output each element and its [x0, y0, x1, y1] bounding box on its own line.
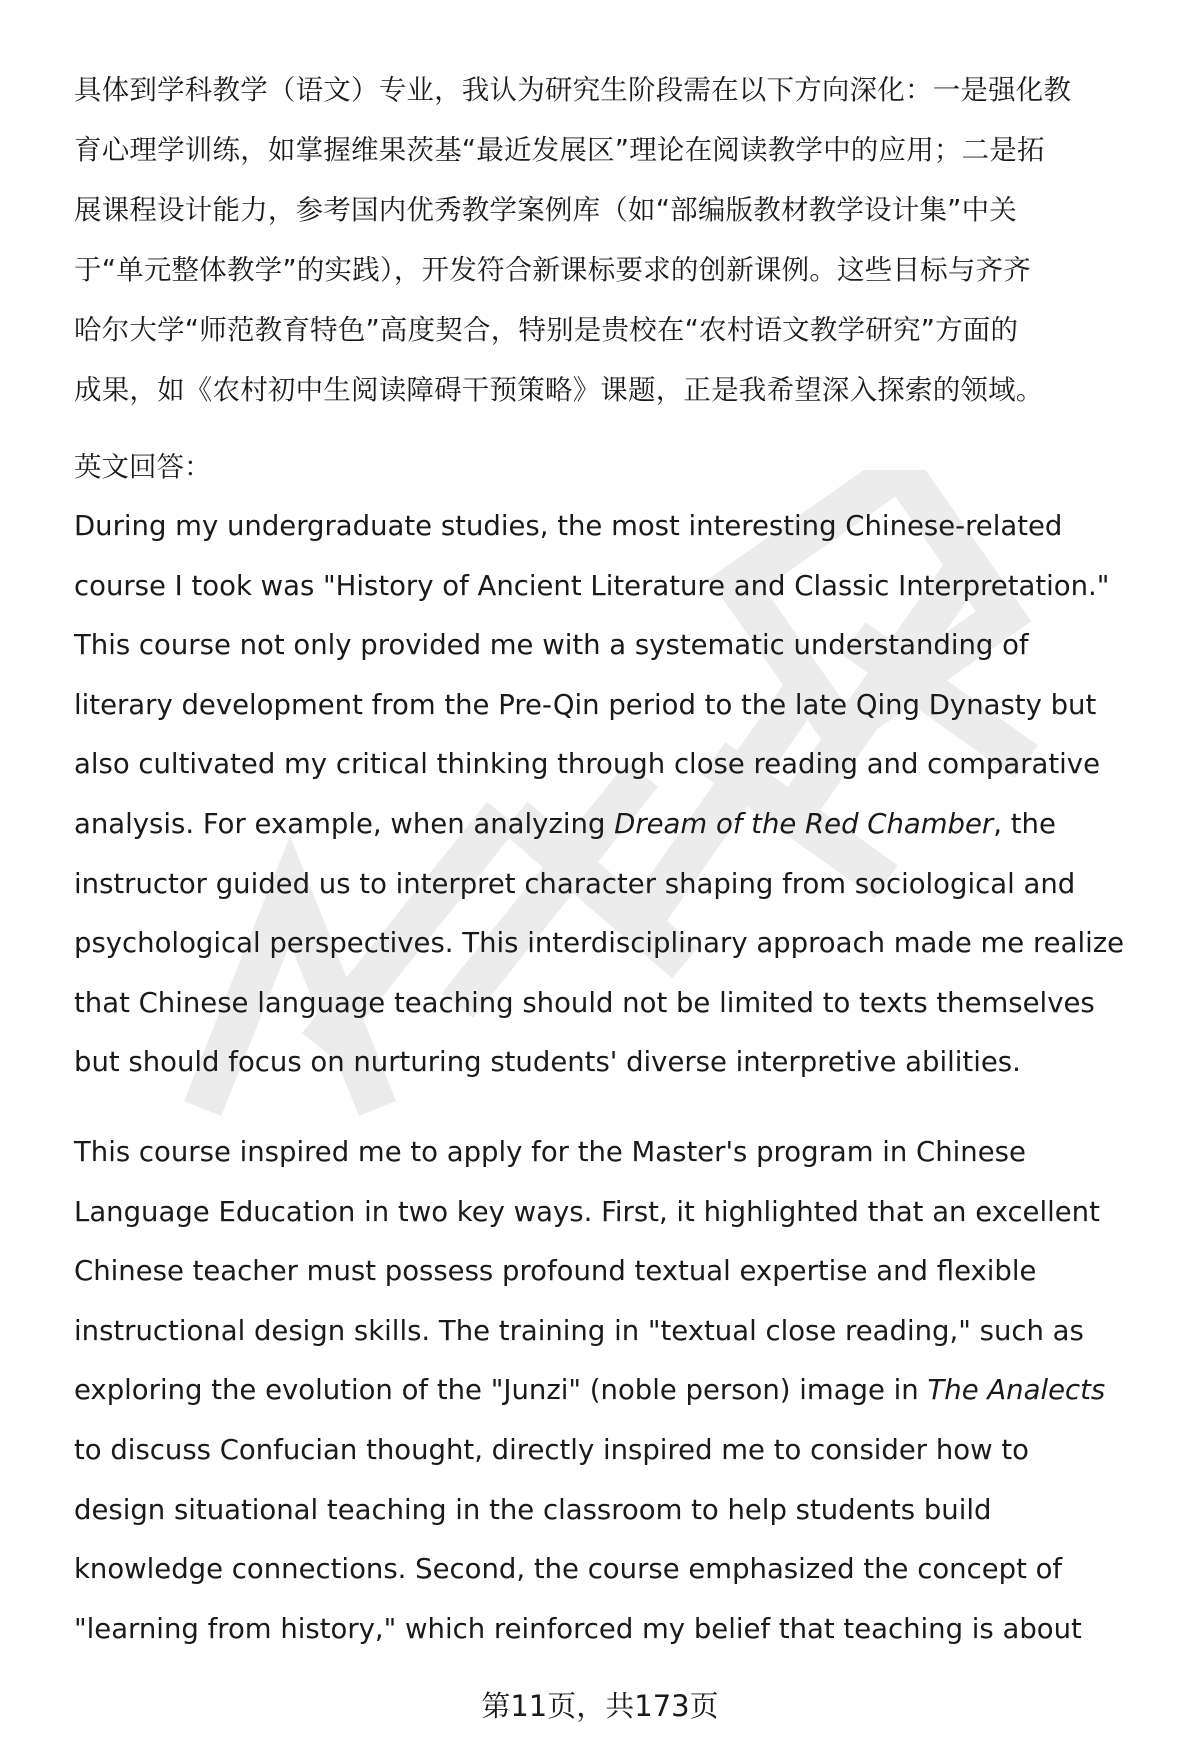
text-line: During my undergraduate studies, the most interesting Chinese-related — [74, 510, 1063, 542]
text-line: "learning from history," which reinforced my belief that teaching is about — [74, 1612, 1082, 1645]
text-fragment: exploring the evolution of the "Junzi" (noble person) image in — [74, 1374, 928, 1407]
text-line: 哈尔大学“师范教育特色”高度契合，特别是贵校在“农村语文教学研究”方面的 — [74, 314, 1019, 346]
text-line: to discuss Confucian thought, directly inspired me to consider how to — [74, 1433, 1029, 1466]
chinese-paragraph — [74, 60, 1154, 420]
text-fragment: , the — [993, 807, 1056, 840]
text-line: design situational teaching in the classroom to help students build — [74, 1493, 992, 1526]
text-line: 展课程设计能力，参考国内优秀教学案例库（如“部编版教材教学设计集”中关 — [74, 194, 1017, 226]
text-line — [74, 795, 1154, 855]
text-line: psychological perspectives. This interdisciplinary approach made me realize — [74, 927, 1125, 960]
text-line: instructor guided us to interpret character shaping from sociological and — [74, 867, 1076, 900]
english-paragraph-2 — [74, 1123, 1154, 1659]
text-line: 于“单元整体教学”的实践），开发符合新课标要求的创新课例。这些目标与齐齐 — [74, 254, 1031, 286]
text-line: This course not only provided me with a systematic understanding of — [74, 629, 1029, 662]
text-fragment: analysis. For example, when analyzing — [74, 807, 615, 840]
book-title: The Analects — [927, 1374, 1106, 1407]
main-content — [74, 60, 1154, 1659]
book-title: Dream of the Red Chamber — [614, 807, 994, 840]
text-line: 成果，如《农村初中生阅读障碍干预策略》课题，正是我希望深入探索的领域。 — [74, 374, 1044, 406]
paragraph-spacer — [74, 1093, 1154, 1123]
text-line — [74, 1361, 1154, 1421]
text-line: This course inspired me to apply for the Master's program in Chinese — [74, 1135, 1026, 1168]
text-line: also cultivated my critical thinking through close reading and comparative — [74, 748, 1100, 781]
english-paragraph-1 — [74, 497, 1154, 1093]
text-line: literary development from the Pre-Qin period to the late Qing Dynasty but — [74, 688, 1097, 721]
text-line: that Chinese language teaching should not be limited to texts themselves — [74, 986, 1095, 1019]
text-line: but should focus on nurturing students' diverse interpretive abilities. — [74, 1046, 1021, 1079]
text-line: 育心理学训练，如掌握维果茨基“最近发展区”理论在阅读教学中的应用；二是拓 — [74, 134, 1045, 166]
text-line: instructional design skills. The training in "textual close reading," such as — [74, 1314, 1084, 1347]
page-number: 第11页，共173页 — [481, 1689, 719, 1723]
text-line: Chinese teacher must possess profound textual expertise and flexible — [74, 1255, 1037, 1288]
english-answer-label: 英文回答： — [74, 451, 212, 483]
text-line: course I took was "History of Ancient Literature and Classic Interpretation." — [74, 569, 1110, 602]
text-line: knowledge connections. Second, the course emphasized the concept of — [74, 1553, 1063, 1586]
text-line: 具体到学科教学（语文）专业，我认为研究生阶段需在以下方向深化：一是强化教 — [74, 74, 1072, 106]
text-line: Language Education in two key ways. First, it highlighted that an excellent — [74, 1195, 1100, 1228]
